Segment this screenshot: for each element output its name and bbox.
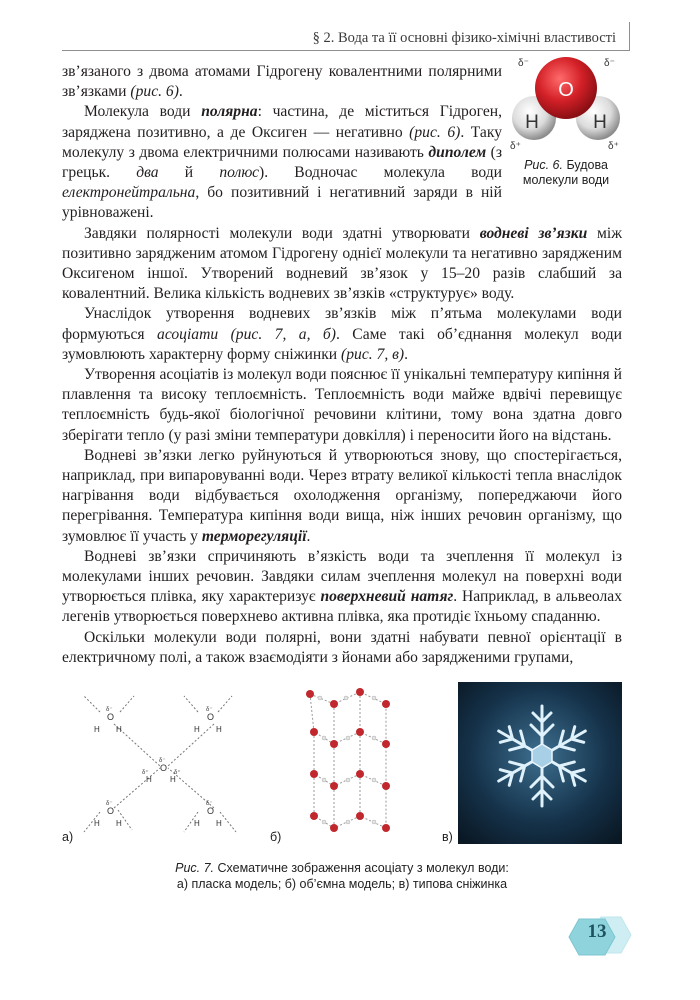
- text-run: Унаслідок утворення водневих зв’язків між п’ятьма молекулами води формуються: [62, 305, 622, 343]
- text-run: (з грецьк.: [62, 143, 502, 182]
- text-run: й: [158, 164, 220, 182]
- charge-label: δ⁻: [206, 801, 213, 807]
- oxygen-label: O: [160, 763, 168, 773]
- figure-7-ref: Рис. 7.: [175, 861, 215, 875]
- figure-6-ref: Рис. 6.: [524, 158, 563, 173]
- hydrogen-label: H: [194, 725, 200, 734]
- hydrogen-symbol-left: H: [525, 112, 539, 133]
- figure-6-caption-text: Будова молекули води: [522, 158, 610, 188]
- panel-label-c: в): [442, 830, 453, 844]
- paragraph-8: Оскільки молекули води полярні, вони здатні набувати певної орієнтації в електричному полі, а також взаємодіяти з йонами або зарядженими групами,: [62, 628, 622, 666]
- hydrogen-label: H: [170, 775, 176, 784]
- text-run: .: [178, 83, 183, 101]
- oxygen-label: O: [207, 806, 215, 816]
- text-run: [218, 326, 230, 343]
- text-run: . Наприклад, в альвеолах легенів утворюється поверхнево активна плівка, яка протидіє їхньому спаданню.: [62, 588, 622, 626]
- charge-label-bottom-right: δ⁺: [608, 141, 619, 152]
- hydrogen-label: H: [116, 819, 122, 828]
- paragraph-6: [62, 446, 622, 547]
- hydrogen-label: H: [216, 725, 222, 734]
- term-polar: полярна: [201, 103, 258, 121]
- oxygen-label: O: [107, 712, 115, 722]
- charge-label-top-left: δ⁻: [518, 58, 529, 69]
- figure-6: [510, 54, 622, 188]
- panel-label-b: б): [270, 830, 282, 844]
- charge-label: δ⁻: [159, 758, 166, 764]
- text-run: Молекула води: [84, 103, 202, 121]
- charge-label: δ⁻: [106, 801, 113, 807]
- term-thermoregulation: терморегуляції: [201, 527, 307, 545]
- paragraph-5: Утворення асоціатів із молекул води пояснює її унікальні температуру кипіння й плавлення та високу теплоємність. Теплоємність води майже вдвічі перевищує теплоємність будь-якої біологічної речовини клітини, тому вона здатна довго зберігати тепло (у разі зміни температури довкілля) і переносити його на відстань.: [62, 366, 622, 444]
- term-dipole: диполем: [428, 143, 487, 161]
- page-number: 13: [587, 921, 607, 942]
- text-run: : частина, де міститься Гідроген, заряджена позитивно, а де Оксиген — негативно: [62, 103, 502, 141]
- snowflake-photo: [458, 682, 622, 844]
- hydrogen-label: H: [94, 725, 100, 734]
- hydrogen-symbol-right: H: [593, 112, 607, 133]
- greek-gloss: полюс: [219, 164, 260, 182]
- charge-label: δ⁻: [206, 707, 213, 713]
- term-electroneutral: електронейтральна: [62, 184, 196, 202]
- term-surface-tension: поверхневий натяг: [320, 588, 454, 606]
- oxygen-symbol: O: [558, 79, 574, 101]
- text-run: ). Водночас молекула води: [259, 164, 502, 182]
- text-run: .: [404, 345, 408, 363]
- text-run: між позитивно зарядженим атомом Гідрогену однієї молекули та негативно зарядженим Оксигеном іншої. Утворений водневий зв’язок у 15–20 разів слабший за ковалентний. Велика кількість водневих зв’язків «структурує» воду.: [62, 224, 622, 303]
- body-text: [62, 58, 622, 668]
- text-run: Водневі зв’язки легко руйнуються й утворюються знову, що спостерігається, наприклад, при випаровуванні води. Через втрату великої кількості тепла внаслідок нагрівання води відбувається охолодження організму, попереджаючи його перегрівання. Температура кипіння води вища, ніж інших речовин організму, що зумовлює її участь у: [62, 446, 622, 545]
- figure-ref: (рис. 7, в): [341, 345, 405, 363]
- flat-model-diagram: [70, 682, 258, 847]
- term-associates: асоціати: [157, 325, 219, 343]
- text-run: . Саме такі об’єднання молекул води зумовлюють характерну форму сніжинки: [62, 325, 622, 363]
- figure-ref: (рис. 6): [130, 83, 179, 101]
- oxygen-atoms: [306, 688, 390, 832]
- charge-label: δ⁺: [142, 770, 149, 776]
- hydrogen-label: H: [94, 819, 100, 828]
- header-divider: [629, 22, 630, 50]
- figure-7-caption: [62, 860, 622, 892]
- text-run: .: [306, 527, 311, 545]
- paragraph-7: [62, 547, 622, 628]
- header-rule: [62, 50, 630, 51]
- caption-text: Схематичне зображення асоціату з молекул води:: [214, 861, 509, 875]
- volumetric-model-diagram: [290, 682, 406, 847]
- lattice-bonds: [310, 692, 386, 828]
- figure-7-caption-line-1: [62, 860, 622, 876]
- text-run: зв’язаного з двома атомами Гідрогену ковалентними полярними зв’язками: [62, 63, 502, 101]
- oxygen-label: O: [107, 806, 115, 816]
- text-run: , бо позитивний і негативний заряди в ній урівноважені.: [62, 184, 502, 222]
- text-run: Завдяки полярності молекули води здатні утворювати: [84, 224, 480, 242]
- figure-ref: (рис. 7, а, б): [230, 325, 336, 343]
- section-title: § 2. Вода та її основні фізико-хімічні властивості: [312, 30, 616, 46]
- term-hydrogen-bonds: водневі зв’язки: [479, 224, 588, 242]
- figure-7: [62, 682, 622, 847]
- paragraph-3: [62, 224, 622, 305]
- figure-7-caption-line-2: а) пласка модель; б) об’ємна модель; в) типова сніжинка: [176, 877, 508, 891]
- charge-label: δ⁻: [106, 707, 113, 713]
- figure-ref: (рис. 6): [409, 123, 461, 141]
- hydrogen-atoms: [318, 696, 376, 824]
- text-run: . Таку молекулу з двома електричними полюсами називають: [62, 123, 502, 161]
- running-header: [62, 22, 630, 50]
- hydrogen-label: H: [146, 775, 152, 784]
- charge-label: δ⁺: [174, 770, 181, 776]
- text-run: Водневі зв’язки спричиняють в’язкість води та зчеплення її молекул із молекулами інших речовин. Завдяки силам зчеплення молекул на поверхні води утворюється плівка, яку характеризує: [62, 547, 622, 606]
- hydrogen-label: H: [194, 819, 200, 828]
- oxygen-label: O: [207, 712, 215, 722]
- charge-label-bottom-left: δ⁺: [510, 141, 521, 152]
- hydrogen-label: H: [116, 725, 122, 734]
- paragraph-4: [62, 304, 622, 365]
- charge-label-top-right: δ⁻: [604, 58, 615, 69]
- water-molecule-illustration: [510, 54, 622, 152]
- figure-6-caption: [510, 158, 622, 188]
- greek-gloss: два: [136, 164, 159, 182]
- panel-label-a: а): [62, 830, 74, 844]
- hydrogen-label: H: [216, 819, 222, 828]
